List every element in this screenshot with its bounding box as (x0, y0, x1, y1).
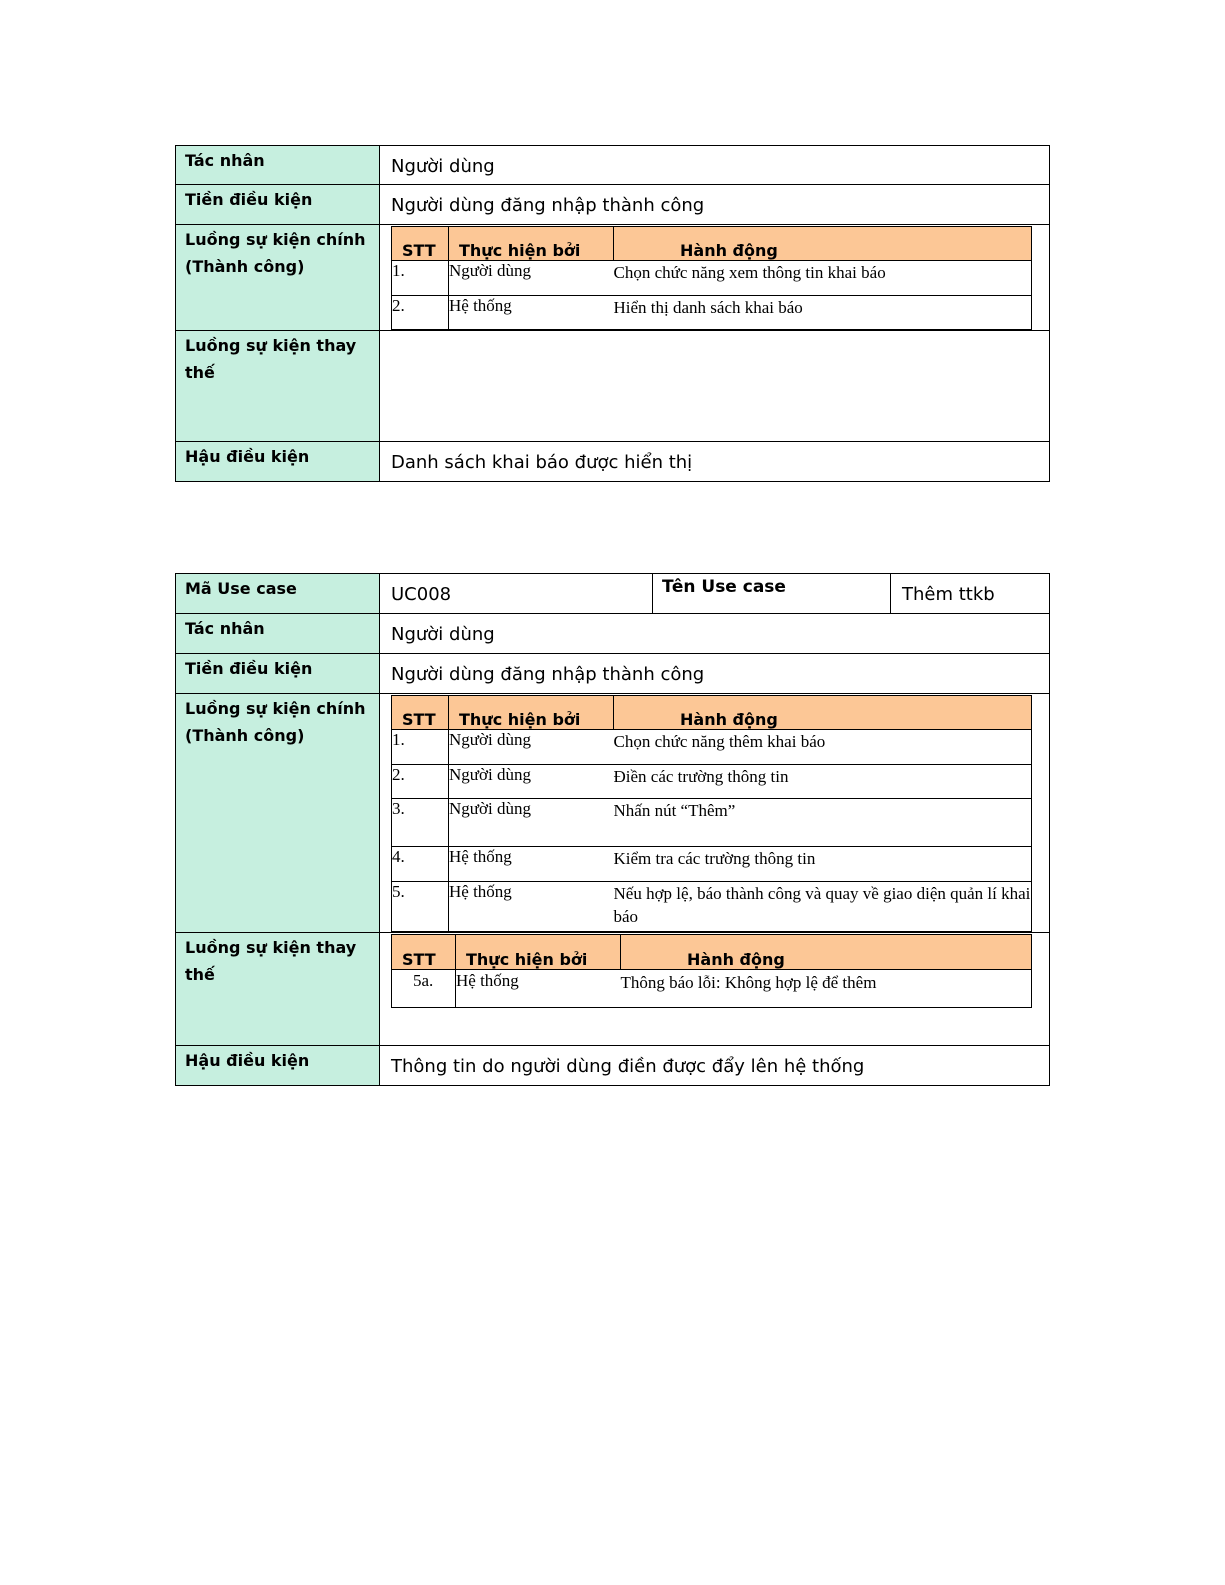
actor-label: Tác nhân (176, 614, 380, 654)
header-action: Hành động (614, 696, 1032, 730)
row-stt: 4. (392, 847, 449, 882)
row-action: Nhấn nút “Thêm” (614, 799, 1032, 847)
main-flow-table (391, 226, 1032, 330)
main-flow-cell (380, 694, 1050, 933)
header-by: Thực hiện bởi (449, 227, 614, 261)
table-row (392, 882, 1032, 932)
header-stt: STT (392, 696, 449, 730)
row-stt: 2. (392, 765, 449, 799)
table-row (392, 261, 1032, 296)
main-flow-label: Luồng sự kiện chính (Thành công) (176, 694, 380, 933)
use-case-code-label: Mã Use case (176, 574, 380, 614)
row-stt: 2. (392, 296, 449, 330)
row-stt: 1. (392, 261, 449, 296)
main-flow-label: Luồng sự kiện chính (Thành công) (176, 225, 380, 331)
postcondition-label: Hậu điều kiện (176, 442, 380, 482)
alt-flow-header (392, 935, 1032, 970)
precondition-label: Tiền điều kiện (176, 654, 380, 694)
row-action: Thông báo lỗi: Không hợp lệ để thêm (621, 970, 1032, 1008)
row-stt: 3. (392, 799, 449, 847)
row-by: Người dùng (449, 261, 614, 296)
precondition-label: Tiền điều kiện (176, 185, 380, 225)
row-action: Kiểm tra các trường thông tin (614, 847, 1032, 882)
header-stt: STT (392, 227, 449, 261)
row-by: Hệ thống (449, 296, 614, 330)
row-action: Điền các trường thông tin (614, 765, 1032, 799)
alt-flow-label: Luồng sự kiện thay thế (176, 331, 380, 442)
row-by: Hệ thống (456, 970, 621, 1008)
precondition-value: Người dùng đăng nhập thành công (380, 654, 1050, 694)
row-stt: 1. (392, 730, 449, 765)
main-flow-cell (380, 225, 1050, 331)
row-by: Người dùng (449, 799, 614, 847)
use-case-name-label: Tên Use case (653, 574, 891, 614)
main-flow-header (392, 227, 1032, 261)
alt-flow-table (391, 934, 1032, 1008)
row-stt: 5. (392, 882, 449, 932)
alt-flow-value (380, 331, 1050, 442)
actor-value: Người dùng (380, 614, 1050, 654)
use-case-code-value: UC008 (380, 574, 653, 614)
row-action: Chọn chức năng xem thông tin khai báo (614, 261, 1032, 296)
row-by: Hệ thống (449, 882, 614, 932)
actor-value: Người dùng (380, 146, 1050, 185)
row-stt: 5a. (392, 970, 456, 1008)
table-row (392, 799, 1032, 847)
header-by: Thực hiện bởi (456, 935, 621, 970)
row-by: Người dùng (449, 765, 614, 799)
header-action: Hành động (614, 227, 1032, 261)
main-flow-header (392, 696, 1032, 730)
header-action: Hành động (621, 935, 1032, 970)
postcondition-value: Thông tin do người dùng điền được đẩy lên hệ thống (380, 1046, 1050, 1086)
row-by: Hệ thống (449, 847, 614, 882)
header-stt: STT (392, 935, 456, 970)
row-action: Hiển thị danh sách khai báo (614, 296, 1032, 330)
precondition-value: Người dùng đăng nhập thành công (380, 185, 1050, 225)
table-row (392, 847, 1032, 882)
table-row (392, 730, 1032, 765)
alt-flow-cell (380, 933, 1050, 1046)
main-flow-table (391, 695, 1032, 932)
row-action: Chọn chức năng thêm khai báo (614, 730, 1032, 765)
use-case-table-1 (175, 145, 1050, 482)
row-by: Người dùng (449, 730, 614, 765)
header-by: Thực hiện bởi (449, 696, 614, 730)
table-row (392, 296, 1032, 330)
table-row (392, 765, 1032, 799)
actor-label: Tác nhân (176, 146, 380, 185)
row-action: Nếu hợp lệ, báo thành công và quay về giao diện quản lí khai báo (614, 882, 1032, 932)
alt-flow-label: Luồng sự kiện thay thế (176, 933, 380, 1046)
postcondition-value: Danh sách khai báo được hiển thị (380, 442, 1050, 482)
use-case-table-2 (175, 573, 1050, 1086)
table-row (392, 970, 1032, 1008)
use-case-name-value: Thêm ttkb (891, 574, 1050, 614)
postcondition-label: Hậu điều kiện (176, 1046, 380, 1086)
